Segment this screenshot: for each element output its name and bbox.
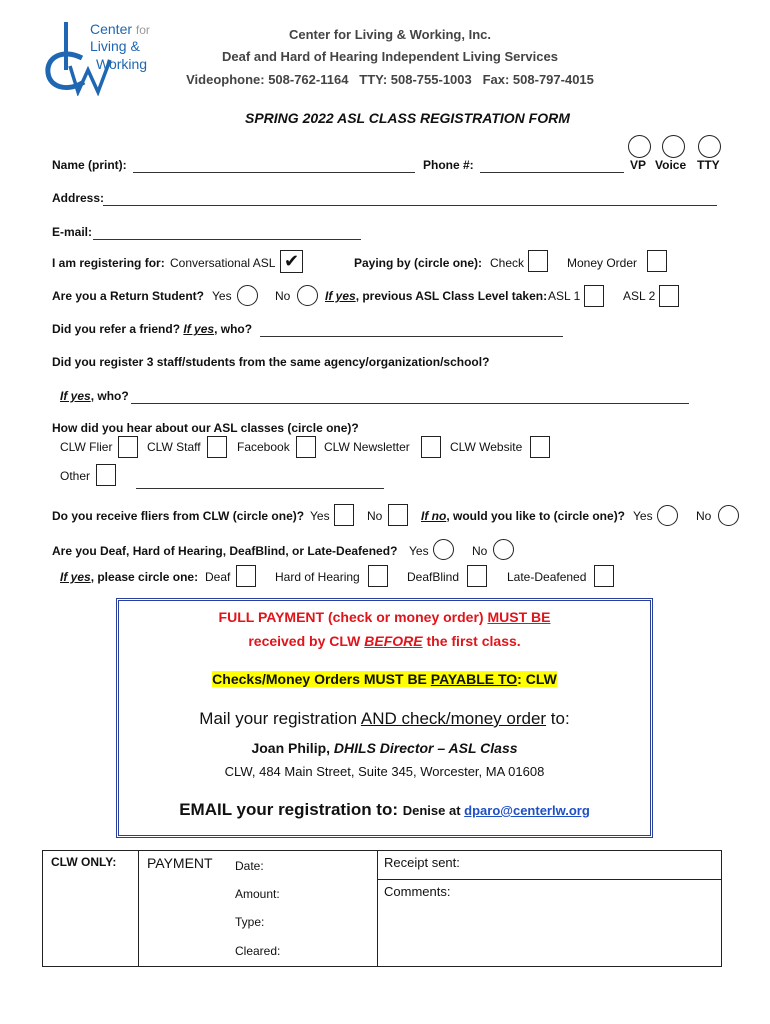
fliers-like-no-circle[interactable] (718, 505, 739, 526)
hear-flier-box[interactable] (118, 436, 138, 458)
email-line[interactable] (93, 228, 361, 240)
registering-label: I am registering for: (52, 256, 165, 270)
asl2-label: ASL 2 (623, 289, 656, 303)
deaf-circle-one: , please circle one: (90, 570, 199, 584)
logo-line3: Working (96, 56, 148, 72)
hear-option-flier: CLW Flier (60, 440, 113, 454)
return-no-label: No (275, 289, 291, 303)
fliers-label: Do you receive fliers from CLW (circle one)? (52, 509, 305, 523)
fliers-like-yes-circle[interactable] (657, 505, 678, 526)
deaf-option-deaf: Deaf (205, 570, 231, 584)
deaf-option-late: Late-Deafened (507, 570, 587, 584)
phone-type-tty: TTY (697, 158, 720, 172)
phone-type-vp: VP (630, 158, 647, 172)
hear-option-staff: CLW Staff (147, 440, 201, 454)
mail-line: Mail your registration AND check/money order to: (199, 709, 570, 728)
hear-website-box[interactable] (530, 436, 550, 458)
fliers-like-yes-label: Yes (633, 509, 653, 523)
hear-label: How did you hear about our ASL classes (circle one)? (52, 421, 359, 435)
tty-circle[interactable] (698, 135, 721, 158)
refer-line[interactable] (260, 325, 563, 337)
clw-logo (44, 18, 174, 98)
voice-circle[interactable] (662, 135, 685, 158)
refer-label: Did you refer a friend? (52, 322, 181, 336)
clw-only-label: CLW ONLY: (51, 855, 117, 869)
logo-for: for (135, 23, 150, 37)
register3-if-yes: If yes (60, 389, 91, 403)
receipt-label: Receipt sent: (384, 855, 460, 870)
address-label: Address: (52, 191, 105, 205)
dept-name: Deaf and Hard of Hearing Independent Living Services (222, 49, 558, 64)
register3-label: Did you register 3 staff/students from the same agency/organization/school? (52, 355, 490, 369)
return-yes-circle[interactable] (237, 285, 258, 306)
email-line: EMAIL your registration to: Denise at dparo@centerlw.org (179, 800, 590, 819)
deaf-option-deaf-box[interactable] (236, 565, 256, 587)
refer-if-yes: If yes (183, 322, 215, 336)
register3-line[interactable] (131, 392, 689, 404)
vp-circle[interactable] (628, 135, 651, 158)
deaf-no-label: No (472, 544, 488, 558)
hear-option-other: Other (60, 469, 91, 483)
fliers-yes-box[interactable] (334, 504, 354, 526)
phone-label: Phone #: (423, 158, 474, 172)
registering-value: Conversational ASL (170, 256, 276, 270)
cleared-label: Cleared: (235, 944, 281, 958)
office-use-table (42, 850, 722, 967)
logo-line2: Living & (90, 38, 140, 54)
address-line[interactable] (103, 194, 717, 206)
refer-who: , who? (214, 322, 253, 336)
email-label: E-mail: (52, 225, 93, 239)
fliers-no-box[interactable] (388, 504, 408, 526)
deaf-label: Are you Deaf, Hard of Hearing, DeafBlind, or Late-Deafened? (52, 544, 398, 558)
return-student-label: Are you a Return Student? (52, 289, 205, 303)
deaf-option-hoh-box[interactable] (368, 565, 388, 587)
phone-line[interactable] (480, 161, 624, 173)
return-yes-label: Yes (212, 289, 232, 303)
asl2-box[interactable] (659, 285, 679, 307)
pay-money-order-box[interactable] (647, 250, 667, 272)
mail-address: CLW, 484 Main Street, Suite 345, Worcester, MA 01608 (224, 764, 545, 779)
name-line[interactable] (133, 161, 415, 173)
pay-check-label: Check (490, 256, 525, 270)
asl1-box[interactable] (584, 285, 604, 307)
hear-staff-box[interactable] (207, 436, 227, 458)
phone-type-voice: Voice (655, 158, 687, 172)
hear-other-box[interactable] (96, 464, 116, 486)
hear-newsletter-box[interactable] (421, 436, 441, 458)
deaf-no-circle[interactable] (493, 539, 514, 560)
name-label: Name (print): (52, 158, 127, 172)
hear-option-website: CLW Website (450, 440, 523, 454)
comments-label: Comments: (384, 884, 451, 899)
fliers-no-label: No (367, 509, 383, 523)
amount-label: Amount: (235, 887, 280, 901)
paying-label: Paying by (circle one): (354, 256, 483, 270)
asl1-label: ASL 1 (548, 289, 581, 303)
deaf-yes-label: Yes (409, 544, 429, 558)
pay-money-order-label: Money Order (567, 256, 638, 270)
return-if-yes: If yes (325, 289, 356, 303)
org-name: Center for Living & Working, Inc. (289, 27, 491, 42)
payment-line1: FULL PAYMENT (check or money order) MUST BE (218, 609, 551, 625)
fliers-yes-label: Yes (310, 509, 330, 523)
form-title: SPRING 2022 ASL CLASS REGISTRATION FORM (245, 110, 570, 126)
hear-facebook-box[interactable] (296, 436, 316, 458)
prev-level-label: , previous ASL Class Level taken: (355, 289, 548, 303)
payment-line2: received by CLW BEFORE the first class. (248, 633, 521, 649)
deaf-if-yes: If yes (60, 570, 91, 584)
hear-option-newsletter: CLW Newsletter (324, 440, 410, 454)
payment-label: PAYMENT (147, 855, 213, 871)
fliers-like-label: , would you like to (circle one)? (446, 509, 626, 523)
contact-phones: Videophone: 508-762-1164 TTY: 508-755-1003 Fax: 508-797-4015 (186, 72, 594, 87)
email-link[interactable]: dparo@centerlw.org (464, 803, 590, 818)
payment-info-box (116, 598, 653, 838)
deaf-option-hoh: Hard of Hearing (275, 570, 360, 584)
deaf-option-deafblind-box[interactable] (467, 565, 487, 587)
fliers-if-no: If no (421, 509, 447, 523)
payable-line: Checks/Money Orders MUST BE PAYABLE TO: CLW (212, 671, 557, 687)
register3-who: , who? (90, 389, 129, 403)
pay-check-box[interactable] (528, 250, 548, 272)
hear-other-line[interactable] (136, 477, 384, 489)
director-line: Joan Philip, DHILS Director – ASL Class (251, 740, 518, 756)
hear-option-facebook: Facebook (237, 440, 290, 454)
date-label: Date: (235, 859, 264, 873)
deaf-option-deafblind: DeafBlind (407, 570, 460, 584)
asl-checkbox[interactable]: ✔ (280, 250, 303, 273)
logo-line1: Center (90, 21, 133, 37)
return-no-circle[interactable] (297, 285, 318, 306)
deaf-yes-circle[interactable] (433, 539, 454, 560)
type-label: Type: (235, 915, 265, 929)
deaf-option-late-box[interactable] (594, 565, 614, 587)
fliers-like-no-label: No (696, 509, 712, 523)
